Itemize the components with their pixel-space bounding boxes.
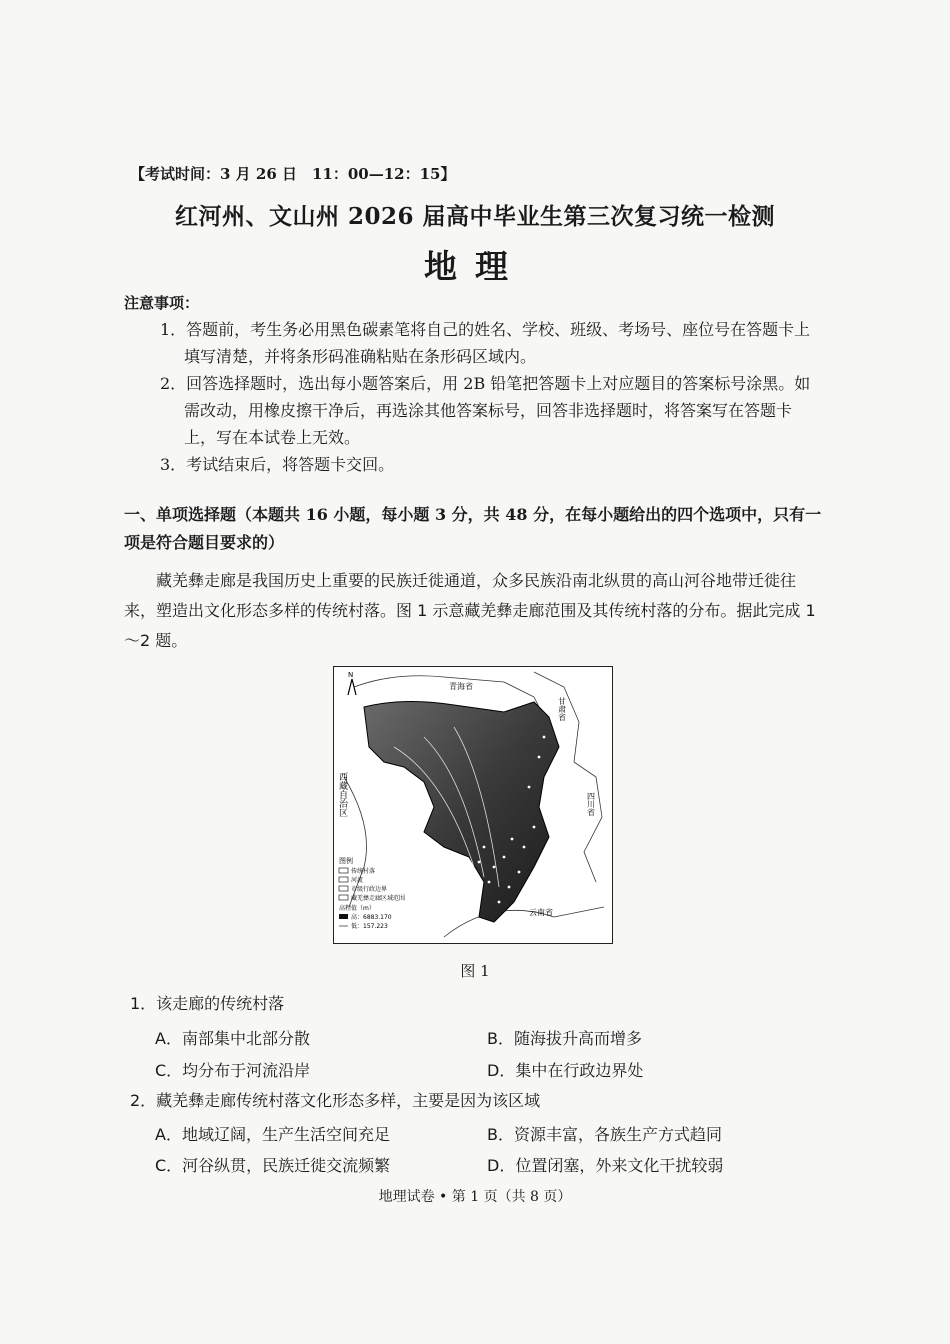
option-2b: B．资源丰富，各族生产方式趋同 bbox=[487, 1125, 722, 1144]
label-gansu: 甘肃省 bbox=[557, 697, 567, 721]
legend-elev-low: 低：157.223 bbox=[351, 923, 388, 930]
corridor-region bbox=[364, 701, 559, 922]
section-heading bbox=[124, 501, 824, 557]
legend-item: 传统村落 bbox=[351, 868, 376, 875]
option-2d: D．位置闭塞，外来文化干扰较弱 bbox=[487, 1156, 724, 1175]
legend-item: 藏羌彝走廊区域范围 bbox=[351, 895, 406, 902]
note-item: 1．答题前，考生务必用黑色碳素笔将自己的姓名、学校、班级、考场号、座位号在答题卡上填写清楚，并将条形码准确粘贴在条形码区域内。 bbox=[160, 320, 811, 366]
legend-item: 河流 bbox=[351, 877, 364, 884]
notes-heading: 注意事项： bbox=[124, 294, 200, 312]
figure-map bbox=[333, 666, 613, 944]
legend-elev-title: 高程值（m） bbox=[339, 905, 375, 912]
note-item: 3．考试结束后，将答题卡交回。 bbox=[160, 455, 395, 474]
note-item: 2．回答选择题时，选出每小题答案后，用 2B 铅笔把答题卡上对应题目的答案标号涂黑。如需改动，用橡皮擦干净后，再选涂其他答案标号，回答非选择题时，将答案写在答题卡上，写在本试卷上无效。 bbox=[160, 374, 811, 447]
page-footer: 地理试卷 • 第 1 页（共 8 页） bbox=[378, 1189, 572, 1205]
map-legend bbox=[339, 856, 405, 930]
north-label: N bbox=[348, 671, 354, 679]
label-yunnan: 云南省 bbox=[529, 908, 553, 917]
question-stem: 2．藏羌彝走廊传统村落文化形态多样，主要是因为该区域 bbox=[130, 1091, 541, 1110]
subject-title: 地理 bbox=[424, 247, 526, 286]
option-1a: A．南部集中北部分散 bbox=[155, 1029, 310, 1048]
passage-intro: 藏羌彝走廊是我国历史上重要的民族迁徙通道，众多民族沿南北纵贯的高山河谷地带迁徙往来，塑造出文化形态多样的传统村落。图 1 示意藏羌彝走廊范围及其传统村落的分布。据此完成 1～2 题。 bbox=[124, 571, 816, 650]
question-stem: 1．该走廊的传统村落 bbox=[130, 994, 285, 1013]
option-1b: B．随海拔升高而增多 bbox=[487, 1029, 642, 1048]
section-heading-text: 一、单项选择题（本题共 16 小题，每小题 3 分，共 48 分，在每小题给出的四个选项中，只有一项是符合题目要求的） bbox=[124, 505, 822, 552]
figure-caption: 图 1 bbox=[460, 962, 490, 980]
legend-item: 市级行政边界 bbox=[351, 886, 388, 893]
exam-time: 【考试时间：3 月 26 日 11：00—12：15】 bbox=[130, 165, 456, 183]
exam-title: 红河州、文山州 2026 届高中毕业生第三次复习统一检测 bbox=[174, 203, 776, 230]
option-1c: C．均分布于河流沿岸 bbox=[155, 1061, 311, 1080]
legend-elev-high: 高：6883.170 bbox=[351, 914, 392, 921]
label-qinghai: 青海省 bbox=[449, 682, 473, 691]
option-2c: C．河谷纵贯，民族迁徙交流频繁 bbox=[155, 1156, 391, 1175]
corridor-map bbox=[334, 667, 612, 943]
option-1d: D．集中在行政边界处 bbox=[487, 1061, 644, 1080]
label-sichuan: 四川省 bbox=[586, 792, 596, 816]
option-2a: A．地域辽阔，生产生活空间充足 bbox=[155, 1125, 390, 1144]
legend-title: 图例 bbox=[339, 857, 353, 865]
label-xizang: 西藏自治区 bbox=[337, 772, 347, 817]
